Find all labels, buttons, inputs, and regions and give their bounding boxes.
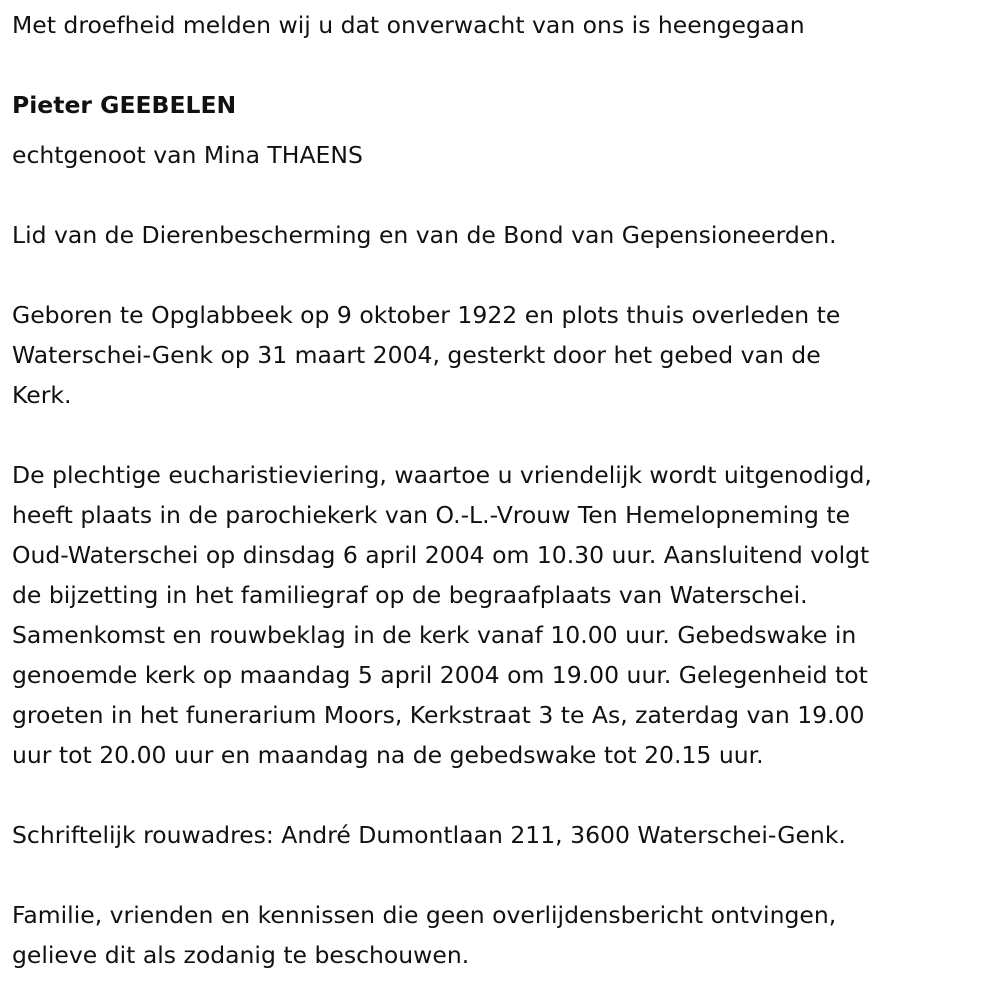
text-line: Familie, vrienden en kennissen die geen overlijdensbericht ontvingen, [12, 901, 837, 929]
intro-text: Met droefheid melden wij u dat onverwacht van ons is heengegaan [12, 11, 805, 39]
text-line: Lid van de Dierenbescherming en van de Bond van Gepensioneerden. [12, 221, 837, 249]
text-line: Samenkomst en rouwbeklag in de kerk vanaf 10.00 uur. Gebedswake in [12, 621, 857, 649]
text-line: Oud-Waterschei op dinsdag 6 april 2004 om 10.30 uur. Aansluitend volgt [12, 541, 870, 569]
deceased-name: Pieter GEEBELEN [12, 91, 237, 119]
address-paragraph [12, 815, 1000, 855]
text-line: Kerk. [12, 381, 72, 409]
text-line: heeft plaats in de parochiekerk van O.-L.-Vrouw Ten Hemelopneming te [12, 501, 851, 529]
text-line: groeten in het funerarium Moors, Kerkstraat 3 te As, zaterdag van 19.00 [12, 701, 865, 729]
birth-death-paragraph [12, 295, 1000, 415]
text-line: Geboren te Opglabbeek op 9 oktober 1922 en plots thuis overleden te [12, 301, 841, 329]
membership-paragraph [12, 215, 1000, 255]
text-line: Waterschei-Genk op 31 maart 2004, gesterkt door het gebed van de [12, 341, 821, 369]
ceremony-paragraph [12, 455, 1000, 775]
spouse-text: echtgenoot van Mina THAENS [12, 141, 363, 169]
text-line: De plechtige eucharistieviering, waartoe u vriendelijk wordt uitgenodigd, [12, 461, 872, 489]
text-line: Schriftelijk rouwadres: André Dumontlaan 211, 3600 Waterschei-Genk. [12, 821, 846, 849]
text-line: uur tot 20.00 uur en maandag na de gebedswake tot 20.15 uur. [12, 741, 764, 769]
text-line: gelieve dit als zodanig te beschouwen. [12, 941, 470, 969]
closing-paragraph [12, 895, 1000, 975]
text-line: genoemde kerk op maandag 5 april 2004 om 19.00 uur. Gelegenheid tot [12, 661, 868, 689]
text-line: de bijzetting in het familiegraf op de begraafplaats van Waterschei. [12, 581, 808, 609]
